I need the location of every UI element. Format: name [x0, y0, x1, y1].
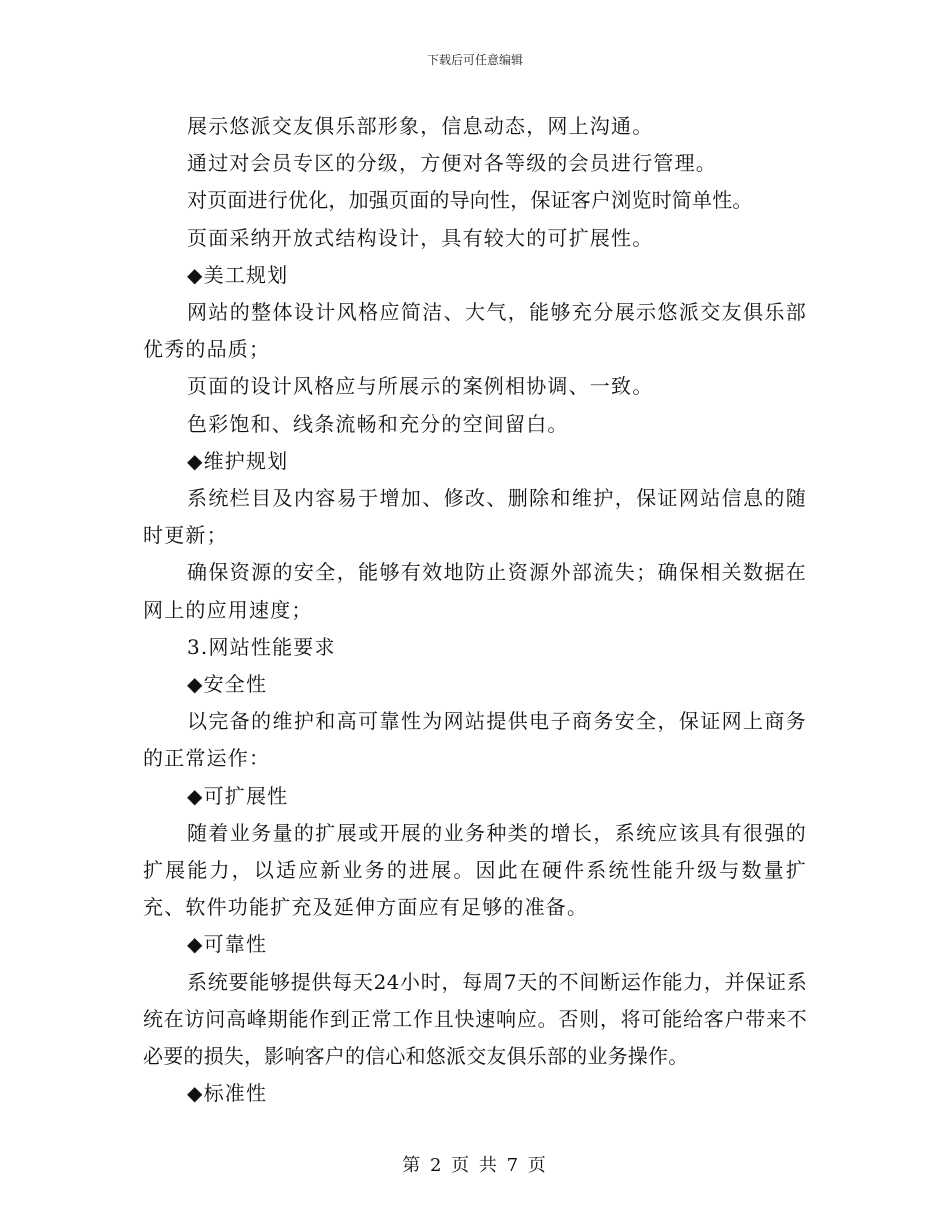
paragraph: 通过对会员专区的分级，方便对各等级的会员进行管理。 — [187, 151, 717, 176]
paragraph: 展示悠派交友俱乐部形象，信息动态，网上沟通。 — [187, 114, 654, 138]
paragraph: 以完备的维护和高可靠性为网站提供电子商务安全，保证网上商务的正常运作： — [143, 709, 807, 771]
paragraph: 页面采纳开放式结构设计，具有较大的可扩展性。 — [187, 225, 654, 250]
section-heading-security: ◆安全性 — [187, 672, 268, 697]
paragraph: 随着业务量的扩展或开展的业务种类的增长，系统应该具有很强的扩展能力，以适应新业务的进展。因此在硬件系统性能升级与数量扩充、软件功能扩充及延伸方面应有足够的准备。 — [143, 820, 807, 920]
section-heading-scalability: ◆可扩展性 — [187, 783, 289, 808]
paragraph: 确保资源的安全，能够有效地防止资源外部流失；确保相关数据在网上的应用速度； — [143, 560, 807, 622]
paragraph: 系统栏目及内容易于增加、修改、删除和维护，保证网站信息的随时更新； — [143, 486, 807, 548]
paragraph: 色彩饱和、线条流畅和充分的空间留白。 — [187, 411, 569, 436]
page-header-note: 下载后可任意编辑 — [426, 53, 523, 67]
section-heading-reliability: ◆可靠性 — [187, 932, 268, 957]
document-body — [143, 108, 807, 1112]
paragraph: 网站的整体设计风格应简洁、大气，能够充分展示悠派交友俱乐部优秀的品质； — [143, 300, 807, 362]
section-heading-standardization: ◆标准性 — [187, 1081, 268, 1106]
paragraph: 系统要能够提供每天24小时，每周7天的不间断运作能力，并保证系统在访问高峰期能作到正常工作且快速响应。否则，将可能给客户带来不必要的损失，影响客户的信心和悠派交友俱乐部的业务操作。 — [143, 969, 807, 1069]
paragraph: 页面的设计风格应与所展示的案例相协调、一致。 — [187, 374, 654, 399]
section-heading-art-planning: ◆美工规划 — [187, 262, 289, 287]
section-heading-maintenance-planning: ◆维护规划 — [187, 448, 289, 473]
paragraph: 对页面进行优化，加强页面的导向性，保证客户浏览时简单性。 — [187, 188, 753, 213]
page-number-footer: 第 2 页 共 7 页 — [402, 1155, 548, 1176]
section-heading-performance-requirements: 3.网站性能要求 — [187, 634, 336, 659]
